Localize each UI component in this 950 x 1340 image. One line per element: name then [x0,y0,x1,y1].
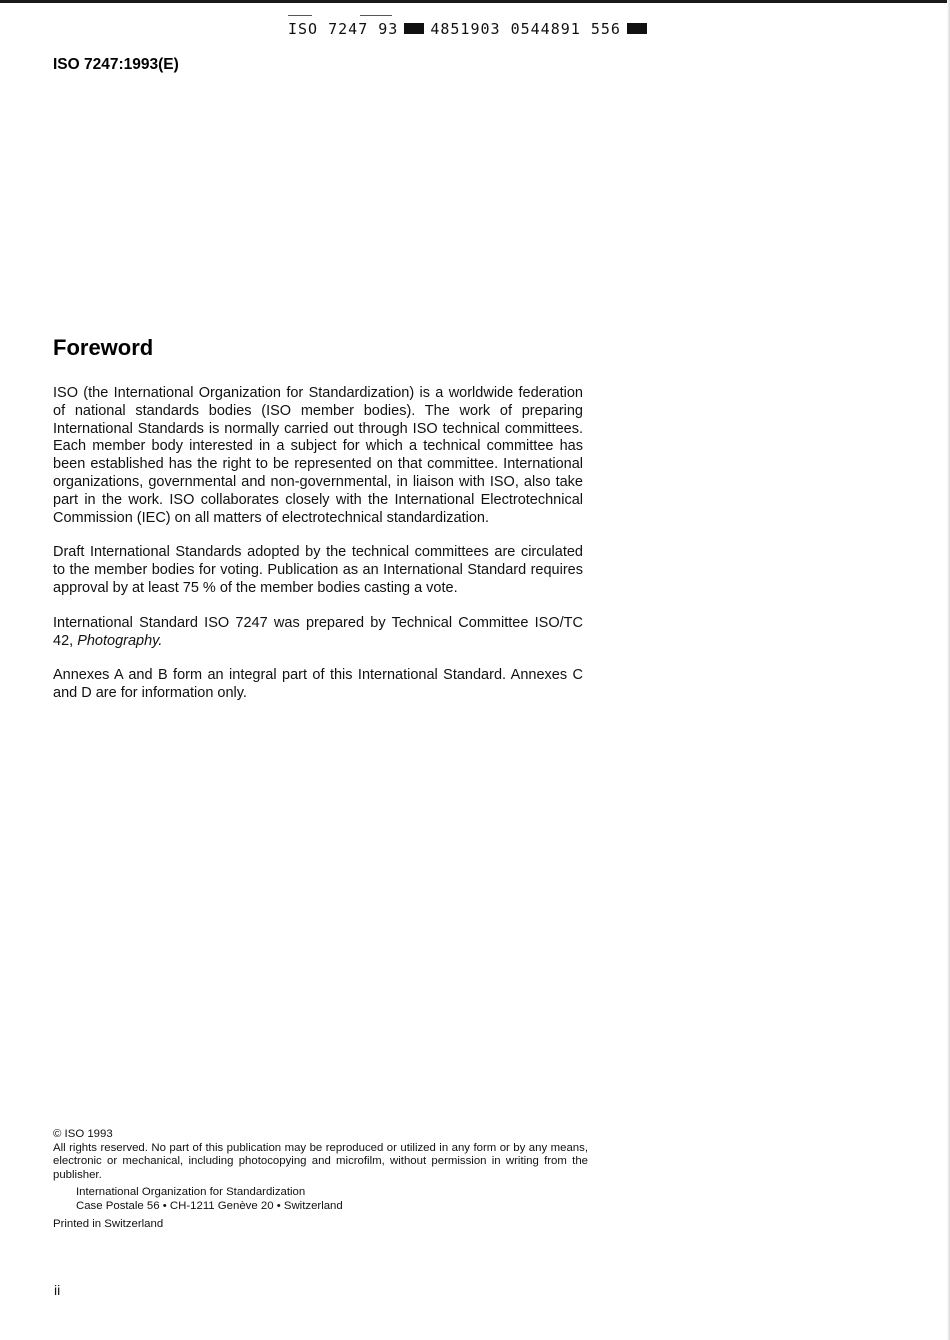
paragraph-3-text: International Standard ISO 7247 was prepared by Technical Committee ISO/TC 42, [53,614,583,649]
page-number: ii [54,1282,61,1298]
code-block-mark [627,23,647,34]
postal-address: Case Postale 56 • CH-1211 Genève 20 • Switzerland [76,1199,343,1212]
foreword-paragraph-4: Annexes A and B form an integral part of this International Standard. Annexes C and D are for information only. [53,667,583,702]
document-code-line [288,20,653,38]
foreword-body [53,385,583,720]
document-code-part2: 4851903 0544891 556 [430,20,621,38]
committee-title: Photography. [77,632,163,649]
code-block-mark [404,23,424,34]
printed-in: Printed in Switzerland [53,1217,164,1230]
organization-name: International Organization for Standardization [76,1186,306,1199]
overline-mark [360,15,392,16]
foreword-paragraph-3 [53,615,583,651]
copyright-notice: © ISO 1993 [53,1128,113,1140]
section-title: Foreword [53,335,154,360]
foreword-paragraph-1: ISO (the International Organization for Standardization) is a worldwide federation of national standards bodies (ISO member bodies). The work of preparing International Standards is normally carried out through ISO technical committees. Each member body interested in a subject for which a technical committee has been established has the right to be represented on that committee. International organizations, governmental and non-governmental, in liaison with ISO, also take part in the work. ISO collaborates closely with the International Electrotechnical Commission (IEC) on all matters of electrotechnical standardization. [53,385,583,526]
document-code-part1: ISO 7247 93 [288,20,399,38]
rights-statement: All rights reserved. No part of this publication may be reproduced or utilized in any form or by any means, electronic or mechanical, including photocopying and microfilm, without permission in writing from the publisher. [53,1141,588,1181]
foreword-paragraph-2: Draft International Standards adopted by the technical committees are circulated to the member bodies for voting. Publication as an International Standard requires approval by at least 75 % of the member bodies casting a vote. [53,544,583,596]
overline-mark [288,15,312,16]
document-id: ISO 7247:1993(E) [53,56,179,73]
publisher-address [76,1186,588,1213]
scan-edge-top [0,0,950,3]
copyright-footer [53,1128,588,1231]
